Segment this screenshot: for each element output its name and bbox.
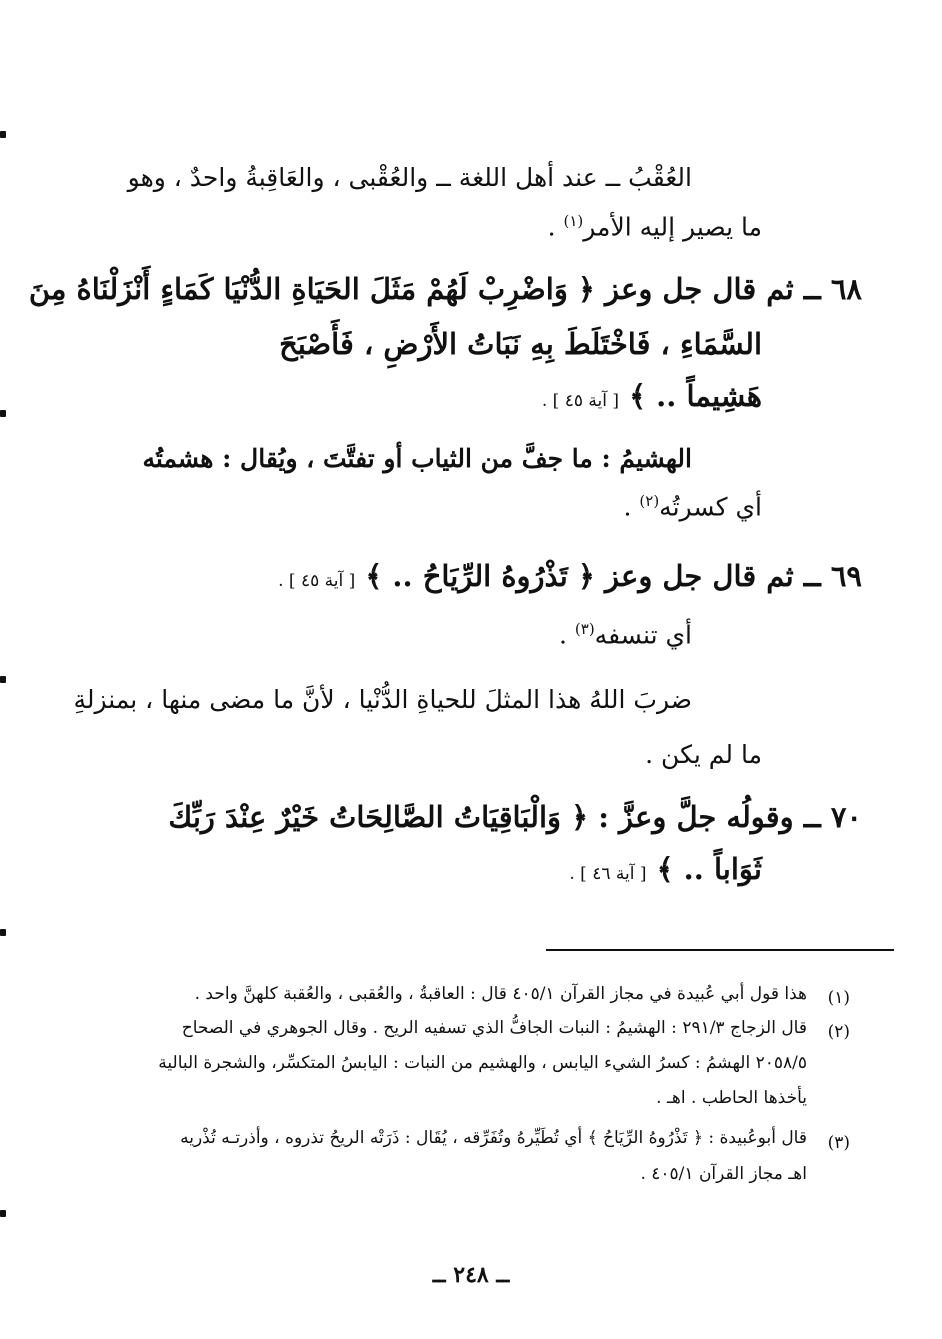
paragraph-line: العُقْبُ ــ عند أهل اللغة ــ والعُقْبى ، والعَاقِبةُ واحدٌ ، وهو xyxy=(127,163,692,192)
verse-70-end-line xyxy=(569,852,762,886)
footnote-number: (٣) xyxy=(827,1133,850,1153)
verse-68-line xyxy=(28,272,862,306)
margin-mark xyxy=(0,929,6,936)
footnote-line: قال الزجاج ٢٩١/٣ : الهشيمُ : النبات الجافُّ الذي تسفيه الريح . وقال الجوهري في الصحاح xyxy=(181,1018,807,1038)
verse-68-end-line xyxy=(541,379,762,413)
paragraph-line: ضربَ اللهُ هذا المثلَ للحياةِ الدُّنْيا ، لأنَّ ما مضى منها ، بمنزلةِ xyxy=(73,685,692,714)
footnote-line: قال أبوعُبيدة : ﴿ تَذْرُوهُ الرِّيَاحُ ﴾ أي تُطَيِّرهُ وتُفَرِّقه ، يُقَال : ذَرَتْه الريحُ تذروه ، وأذرتـه تُذْريه xyxy=(180,1128,807,1148)
footnote-line: يأخذها الحاطب . اهـ . xyxy=(656,1088,807,1108)
footnote-line: ٢٠٥٨/٥ الهشمُ : كسرُ الشيء اليابس ، والهشيم من النبات : اليابسُ المتكسِّر، والشجرة البالية xyxy=(158,1053,807,1073)
quran-verse-text: ﴿ وَالْبَاقِيَاتُ الصَّالِحَاتُ خَيْرٌ عِنْدَ رَبِّكَ xyxy=(168,800,589,834)
footnote-number: (١) xyxy=(827,988,850,1008)
margin-mark xyxy=(0,676,6,683)
footnote-ref: (٣) xyxy=(574,620,595,638)
margin-mark xyxy=(0,131,6,138)
margin-mark xyxy=(0,1210,6,1217)
margin-mark xyxy=(0,410,6,417)
quran-verse-text: ﴿ وَاضْرِبْ لَهُمْ مَثَلَ الحَيَاةِ الدُّنْيَا كَمَاءٍ أَنْزَلْنَاهُ مِنَ xyxy=(28,272,595,306)
footnote-ref: (١) xyxy=(563,212,584,230)
paragraph-line: الهشيمُ : ما جفَّ من الثياب أو تفتَّتَ ، ويُقال : هشمتُه xyxy=(142,444,692,473)
quran-verse-text: ثَوَاباً .. ﴾ xyxy=(656,852,762,886)
verse-reference: [ آية ٤٥ ] . xyxy=(278,571,356,591)
verse-70-line xyxy=(168,800,862,834)
page-number: ــ ٢٤٨ ــ xyxy=(432,1262,510,1288)
verse-number-heading: ٦٩ ــ ثم قال جل وعز xyxy=(605,559,862,593)
quran-verse-text: السَّمَاءِ ، فَاخْتَلَطَ بِهِ نَبَاتُ الأَرْضِ ، فَأَصْبَحَ xyxy=(279,327,762,361)
quran-verse-text: ﴿ تَذْرُوهُ الرِّيَاحُ .. ﴾ xyxy=(365,559,595,593)
verse-reference: [ آية ٤٥ ] . xyxy=(541,391,619,411)
verse-reference: [ آية ٤٦ ] . xyxy=(569,864,647,884)
paragraph-line: أي تنسفه$^{(٣)}$ . xyxy=(558,620,692,650)
footnote-separator xyxy=(546,949,894,951)
paragraph-line: أي كسرتُه$^{(٢)}$ . xyxy=(623,492,762,522)
paragraph-line: ما لم يكن . xyxy=(645,740,762,769)
footnote-line: هذا قول أبي عُبيدة في مجاز القرآن ٤٠٥/١ قال : العاقبةُ ، والعُقبى ، والعُقبة كلهنَّ واحد . xyxy=(194,984,807,1004)
verse-number-heading: ٦٨ ــ ثم قال جل وعز xyxy=(605,272,862,306)
verse-number-heading: ٧٠ ــ وقولُه جلَّ وعزَّ : xyxy=(598,800,862,834)
paragraph-line: ما يصير إليه الأمر$^{(١)}$ . xyxy=(547,212,762,242)
verse-69-line xyxy=(278,559,862,593)
footnote-line: اهـ مجاز القرآن ٤٠٥/١ . xyxy=(640,1164,807,1184)
quran-verse-text: هَشِيماً .. ﴾ xyxy=(629,379,762,413)
footnote-number: (٢) xyxy=(827,1022,850,1042)
footnote-ref: (٢) xyxy=(639,492,660,510)
